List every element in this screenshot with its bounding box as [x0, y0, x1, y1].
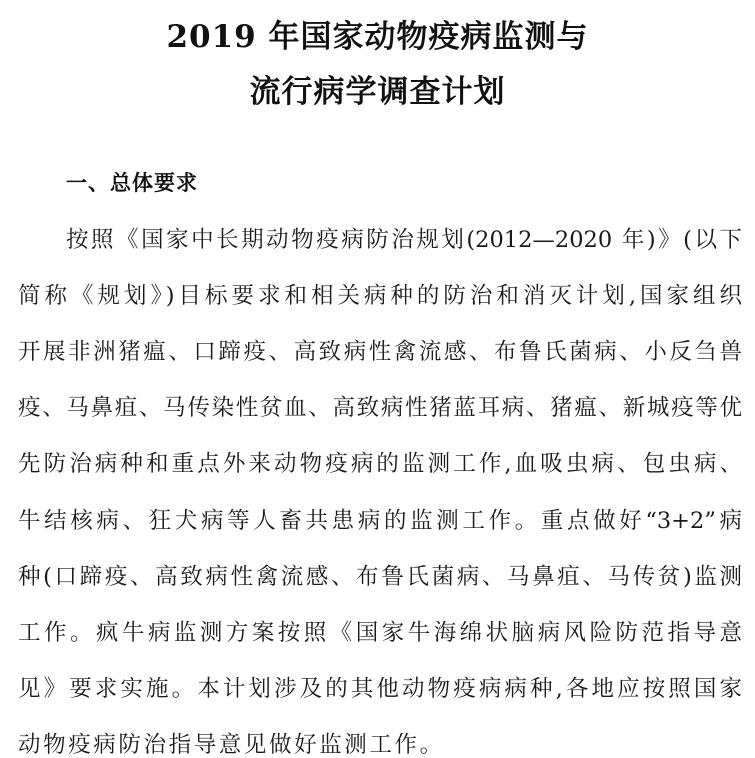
- paragraph-line-6: 牛结核病、狂犬病等人畜共患病的监测工作。重点做好“3+2”病: [18, 508, 742, 534]
- document-title-line-2: 流行病学调查计划: [249, 74, 506, 110]
- paragraph-line-1: 按照《国家中长期动物疫病防治规划(2012—2020 年)》(以下: [66, 227, 742, 253]
- paragraph-line-7: 种(口蹄疫、高致病性禽流感、布鲁氏菌病、马鼻疽、马传贫)监测: [18, 564, 742, 590]
- paragraph-line-9: 见》要求实施。本计划涉及的其他动物疫病病种,各地应按照国家: [18, 676, 742, 702]
- paragraph-line-4: 疫、马鼻疽、马传染性贫血、高致病性猪蓝耳病、猪瘟、新城疫等优: [18, 395, 742, 421]
- paragraph-line-3: 开展非洲猪瘟、口蹄疫、高致病性禽流感、布鲁氏菌病、小反刍兽: [18, 339, 742, 365]
- paragraph-line-8: 工作。疯牛病监测方案按照《国家牛海绵状脑病风险防范指导意: [18, 620, 742, 646]
- document-title-line-1: 2019 年国家动物疫病监测与: [166, 19, 589, 55]
- paragraph-line-5: 先防治病种和重点外来动物疫病的监测工作,血吸虫病、包虫病、: [18, 451, 742, 477]
- paragraph-line-2: 简称《规划》)目标要求和相关病种的防治和消灭计划,国家组织: [18, 283, 742, 309]
- section-heading: 一、总体要求: [66, 171, 198, 195]
- paragraph-line-10: 动物疫病防治指导意见做好监测工作。: [18, 732, 445, 758]
